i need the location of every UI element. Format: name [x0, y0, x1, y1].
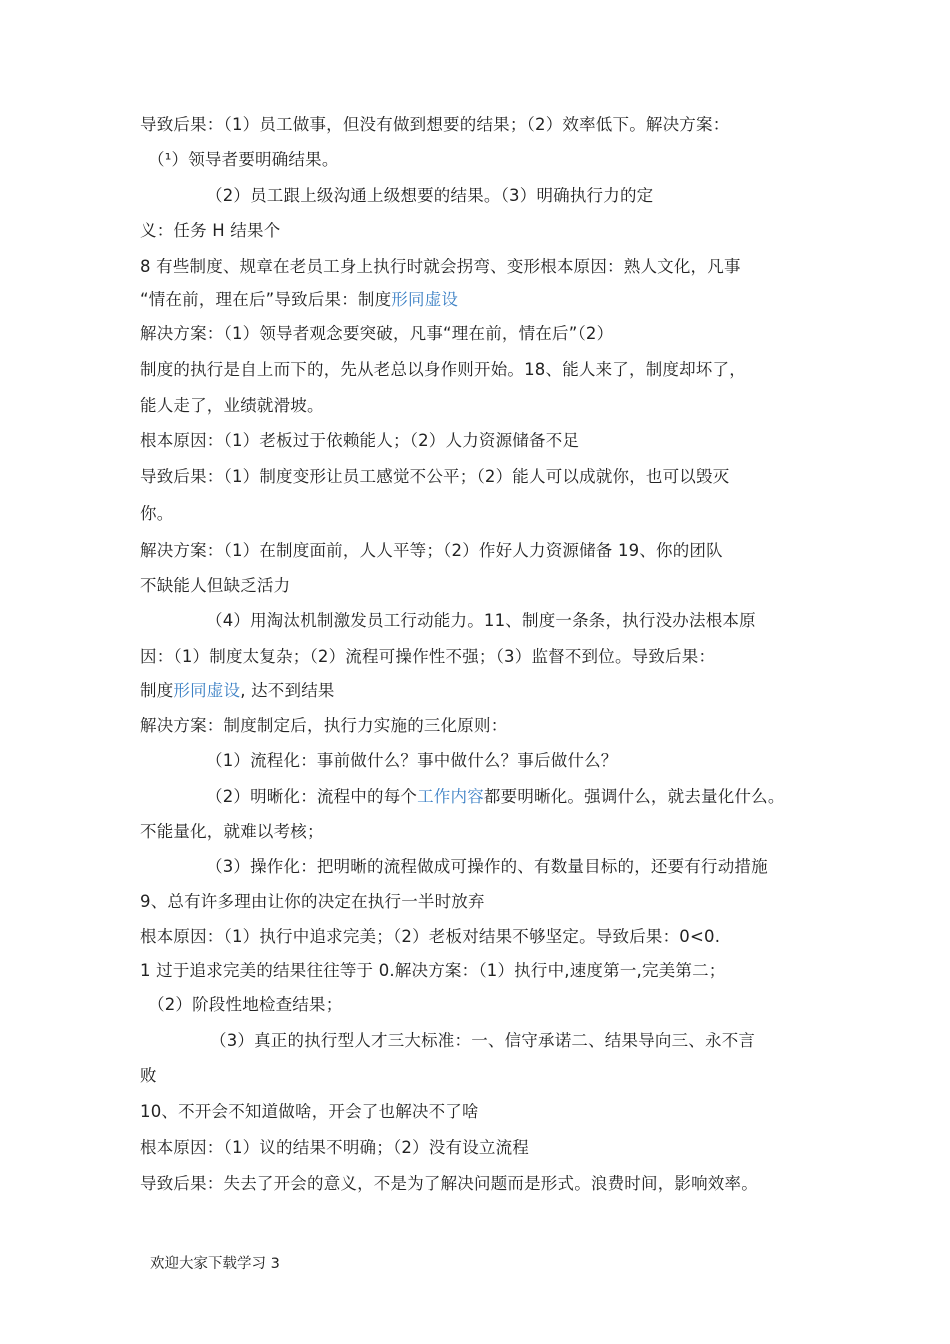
text-line: 你。: [140, 504, 174, 523]
text-line: 8 有些制度、规章在老员工身上执行时就会拐弯、变形根本原因：熟人文化，凡事: [140, 257, 741, 276]
text-line: （3）真正的执行型人才三大标准：一、信守承诺二、结果导向三、永不言: [210, 1031, 756, 1050]
text-line: 能人走了，业绩就滑坡。: [140, 396, 324, 415]
text-line: 根本原因：（1）议的结果不明确；（2）没有设立流程: [140, 1138, 529, 1157]
text-line: [206, 785, 785, 809]
text-line: （2）员工跟上级沟通上级想要的结果。（3）明确执行力的定: [206, 186, 654, 205]
text-line: 不缺能人但缺乏活力: [140, 576, 291, 595]
text-line: 因：（1）制度太复杂；（2）流程可操作性不强；（3）监督不到位。导致后果：: [140, 647, 716, 666]
text-run: （2）明晰化：流程中的每个: [206, 787, 418, 806]
text-line: （2）阶段性地检查结果；: [148, 995, 343, 1014]
text-line: （¹）领导者要明确结果。: [148, 150, 339, 169]
keyword-link[interactable]: 形同虚设: [173, 681, 241, 700]
text-line: 败: [140, 1066, 157, 1085]
keyword-link[interactable]: 工作内容: [417, 787, 484, 806]
text-line: 导致后果：失去了开会的意义，不是为了解决问题而是形式。浪费时间，影响效率。: [140, 1174, 758, 1193]
text-line: 9、总有许多理由让你的决定在执行一半时放弃: [140, 892, 485, 911]
keyword-link[interactable]: 形同虚设: [391, 290, 459, 309]
text-line: [140, 679, 335, 703]
text-line: 不能量化，就难以考核；: [140, 822, 324, 841]
text-line: 导致后果：（1）制度变形让员工感觉不公平；（2）能人可以成就你，也可以毁灭: [140, 467, 730, 486]
text-line: [140, 288, 458, 312]
text-line: 制度的执行是自上而下的，先从老总以身作则开始。18、能人来了，制度却坏了，: [140, 360, 746, 379]
text-line: 解决方案：（1）在制度面前，人人平等；（2）作好人力资源储备 19、你的团队: [140, 541, 723, 560]
text-line: （4）用淘汰机制激发员工行动能力。11、制度一条条，执行没办法根本原: [206, 611, 756, 630]
page-footer: 欢迎大家下载学习 3: [150, 1256, 280, 1272]
text-line: 根本原因：（1）执行中追求完美；（2）老板对结果不够坚定。导致后果：0<0.: [140, 927, 721, 946]
text-line: 1 过于追求完美的结果往往等于 0.解决方案：（1）执行中,速度第一,完美第二；: [140, 961, 726, 980]
text-run: “情在前，理在后”导致后果：制度: [140, 290, 392, 309]
text-run: 都要明晰化。强调什么，就去量化什么。: [483, 787, 785, 806]
text-line: （1）流程化：事前做什么？事中做什么？事后做什么？: [206, 751, 618, 770]
text-line: 根本原因：（1）老板过于依赖能人；（2）人力资源储备不足: [140, 431, 580, 450]
text-line: 解决方案：（1）领导者观念要突破，凡事“理在前，情在后”（2）: [140, 324, 614, 343]
text-run: 制度: [140, 681, 174, 700]
text-line: 义：任务 H 结果个: [140, 221, 281, 240]
text-run: , 达不到结果: [240, 681, 335, 700]
text-line: 解决方案：制度制定后，执行力实施的三化原则：: [140, 716, 508, 735]
text-line: （3）操作化：把明晰的流程做成可操作的、有数量目标的，还要有行动措施: [206, 857, 768, 876]
text-line: 10、不开会不知道做啥，开会了也解决不了啥: [140, 1102, 479, 1121]
text-line: 导致后果：（1）员工做事，但没有做到想要的结果；（2）效率低下。解决方案：: [140, 115, 730, 134]
